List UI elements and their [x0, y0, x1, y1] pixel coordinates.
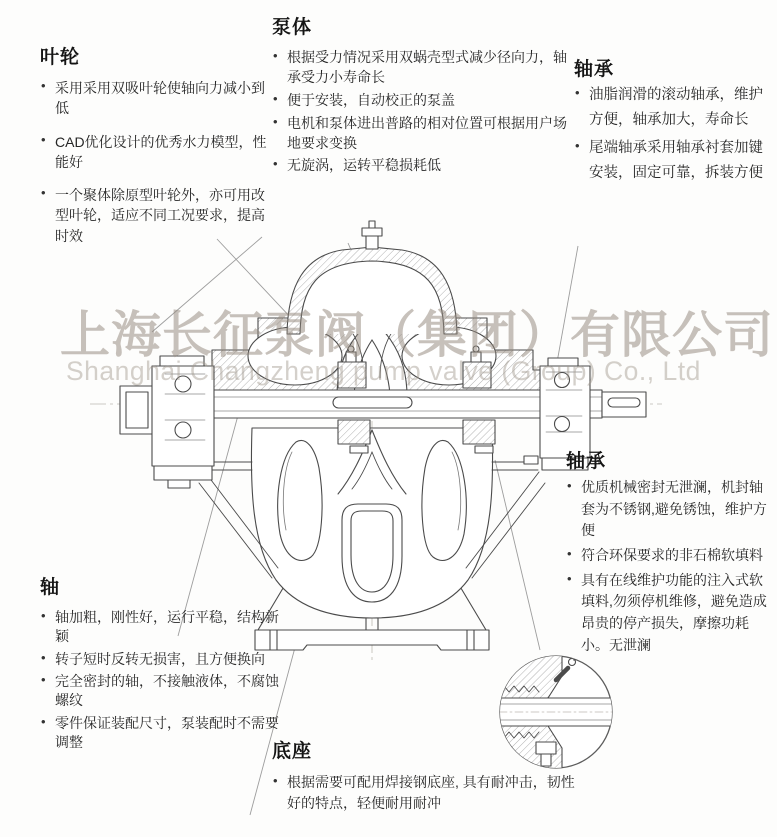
- feature-item: • 电机和泵体进出普路的相对位置可根据用户场地要求变换: [272, 114, 572, 154]
- section-shaft-title: 轴: [40, 577, 61, 598]
- section-impeller: [40, 42, 275, 259]
- section-base: [272, 736, 580, 817]
- feature-item: • 尾端轴承采用轴承衬套加键安装，固定可靠，拆装方便: [574, 136, 774, 186]
- feature-item: • 采用采用双吸叶轮使轴向力减小到低: [40, 78, 275, 119]
- section-bearing-top: [574, 54, 774, 189]
- section-bearing-right-list: [566, 477, 776, 657]
- feature-item: • 油脂润滑的滚动轴承，维护方便，轴承加大，寿命长: [574, 83, 774, 133]
- feature-item: • CAD优化设计的优秀水力模型，性能好: [40, 132, 275, 173]
- section-pump-body: [272, 12, 572, 179]
- feature-item: • 轴加粗，刚性好，运行平稳，结构新颖: [40, 608, 288, 647]
- feature-item: • 无旋涡，运转平稳损耗低: [272, 156, 572, 176]
- section-impeller-list: [40, 78, 275, 246]
- section-bearing-right: [566, 446, 776, 660]
- watermark-chinese: 上海长征泵阀（集团）有限公司: [60, 307, 774, 363]
- section-base-list: [272, 772, 580, 814]
- feature-item: • 具有在线维护功能的注入式软填料,勿须停机维修，避免造成昂贵的停产损失，摩擦功耗小。无泄澜: [566, 570, 776, 657]
- section-bearing-top-list: [574, 83, 774, 186]
- section-pump-body-title: 泵体: [272, 17, 313, 38]
- section-impeller-title: 叶轮: [40, 47, 81, 68]
- feature-item: • 完全密封的轴，不接触液体，不腐蚀螺纹: [40, 672, 288, 711]
- section-shaft-list: [40, 608, 288, 752]
- feature-item: • 根据需要可配用焊接钢底座, 具有耐冲击，韧性好的特点，轻便耐用耐冲: [272, 772, 580, 814]
- watermark-english: Shanghai Changzheng pump valve (Group) Co., Ltd: [66, 356, 701, 386]
- section-pump-body-list: [272, 48, 572, 176]
- section-shaft: [40, 572, 288, 755]
- section-bearing-top-title: 轴承: [574, 59, 615, 80]
- discharge-dome: [287, 221, 457, 334]
- left-bearing: [120, 356, 214, 488]
- feature-item: • 便于安装，自动校正的泵盖: [272, 91, 572, 111]
- feature-item: • 零件保证装配尺寸，泵装配时不需要调整: [40, 714, 288, 753]
- feature-item: • 符合环保要求的非石棉软填料: [566, 545, 776, 567]
- section-bearing-right-title: 轴承: [566, 451, 607, 472]
- feature-item: • 优质机械密封无泄澜，机封轴套为不锈钢,避免锈蚀，维护方便: [566, 477, 776, 542]
- feature-item: • 转子短时反转无损害，且方便换向: [40, 650, 288, 669]
- feature-item: • 一个聚体除原型叶轮外，亦可用改型叶轮，适应不同工况要求，提高时效: [40, 185, 275, 246]
- feature-item: • 根据受力情况采用双蜗壳型式减少径向力，轴承受力小寿命长: [272, 48, 572, 88]
- section-base-title: 底座: [272, 741, 313, 762]
